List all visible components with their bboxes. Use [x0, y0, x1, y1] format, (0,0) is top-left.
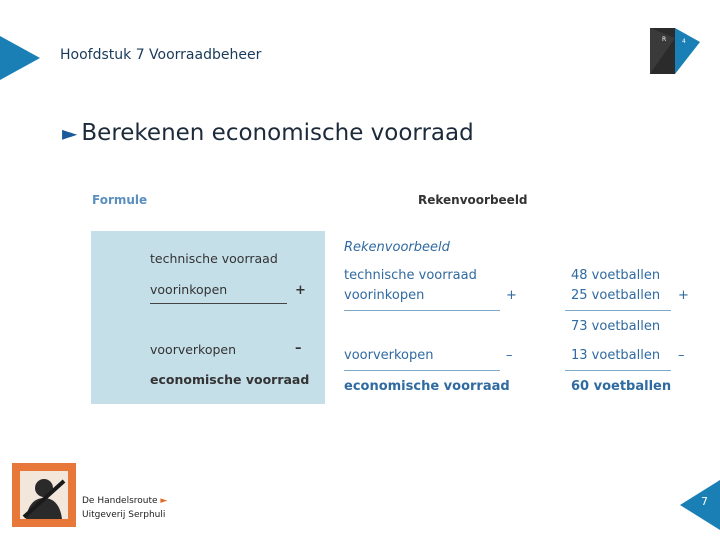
formule-row-economische: economische voorraad	[150, 372, 310, 387]
publisher-portrait-icon	[20, 471, 68, 519]
rekenvoorbeeld-label: Rekenvoorbeeld	[418, 193, 528, 207]
publisher-marker-icon: ►	[160, 496, 168, 506]
example-left-divider-2	[344, 370, 500, 371]
title-marker-icon: ►	[62, 121, 78, 145]
example-title: Rekenvoorbeeld	[344, 240, 450, 255]
example-left-divider-1	[344, 310, 500, 311]
slide-title	[62, 120, 474, 146]
example-row-voorverkopen: voorverkopen	[344, 348, 434, 363]
slide-title-text: Berekenen economische voorraad	[81, 120, 474, 146]
publisher-logo	[12, 463, 76, 527]
logo-letter-r: R	[662, 36, 667, 43]
example-right-divider-1	[565, 310, 671, 311]
example-left-plus: +	[506, 288, 517, 303]
formule-label: Formule	[92, 193, 148, 207]
example-value-technische: 48 voetballen	[571, 268, 661, 283]
example-value-voorverkopen: 13 voetballen	[571, 348, 661, 363]
formule-minus-operator: –	[295, 341, 302, 356]
chapter-title: Hoofdstuk 7 Voorraadbeheer	[60, 47, 262, 63]
brand-logo-icon	[650, 28, 700, 74]
example-right-divider-2	[565, 370, 671, 371]
publisher-name: De Handelsroute	[82, 496, 158, 506]
example-value-economische: 60 voetballen	[571, 379, 672, 394]
formule-row-voorinkopen: voorinkopen	[150, 282, 228, 297]
formule-row-technische: technische voorraad	[150, 251, 278, 266]
publisher-line-2: Uitgeverij Serphuli	[82, 510, 166, 520]
page-number: 7	[701, 495, 708, 508]
example-row-voorinkopen: voorinkopen	[344, 288, 425, 303]
example-value-voorinkopen: 25 voetballen	[571, 288, 661, 303]
formule-divider-1	[150, 303, 287, 304]
formule-panel	[91, 231, 325, 404]
example-row-economische: economische voorraad	[344, 379, 510, 394]
formule-row-voorverkopen: voorverkopen	[150, 342, 237, 357]
example-value-subtotal: 73 voetballen	[571, 319, 661, 334]
example-row-technische: technische voorraad	[344, 268, 477, 283]
example-right-minus: –	[678, 348, 685, 363]
publisher-line-1	[82, 496, 167, 506]
chapter-arrow-icon	[0, 36, 40, 80]
page-number-badge-icon	[680, 480, 720, 530]
example-left-minus: –	[506, 348, 513, 363]
formule-plus-operator: +	[295, 283, 306, 298]
example-right-plus: +	[678, 288, 689, 303]
logo-letter-4: 4	[682, 38, 686, 45]
